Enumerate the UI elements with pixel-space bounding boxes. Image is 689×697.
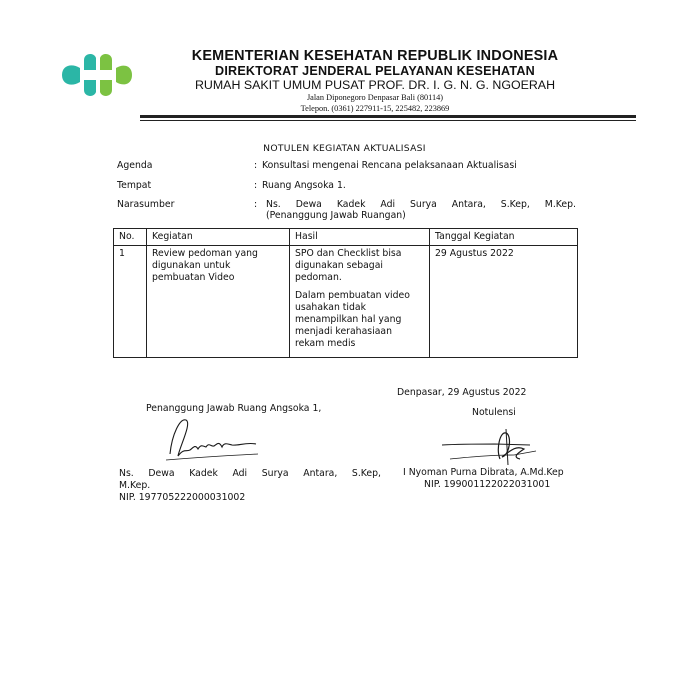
right-signature (440, 425, 560, 467)
field-label-tempat: Tempat (117, 180, 152, 191)
table-header-row (114, 229, 578, 246)
document-title: NOTULEN KEGIATAN AKTUALISASI (263, 143, 426, 154)
table-cell-hasil (290, 246, 430, 358)
table-cell-no: 1 (114, 246, 147, 358)
table-header-no: No. (114, 229, 147, 246)
field-colon: : (254, 180, 258, 191)
kemenkes-logo (58, 50, 134, 100)
right-signatory-nip: NIP. 199001122022031001 (424, 479, 551, 490)
left-signatory-role: Penanggung Jawab Ruang Angsoka 1, (146, 403, 322, 414)
field-colon: : (254, 160, 258, 171)
right-signatory-role: Notulensi (472, 407, 516, 418)
table-cell-tanggal: 29 Agustus 2022 (430, 246, 578, 358)
field-label-narasumber: Narasumber (117, 199, 175, 210)
table-row (114, 246, 578, 358)
letterhead-directorate: DIREKTORAT JENDERAL PELAYANAN KESEHATAN (215, 64, 535, 78)
field-colon: : (254, 199, 258, 210)
field-label-agenda: Agenda (117, 160, 153, 171)
table-header-kegiatan: Kegiatan (147, 229, 290, 246)
letterhead-address: Jalan Diponegoro Denpasar Bali (80114) (306, 93, 444, 102)
field-value-narasumber-role: (Penanggung Jawab Ruangan) (266, 210, 406, 221)
field-value-narasumber: Ns. Dewa Kadek Adi Surya Antara, S.Kep, M.Kep. (266, 199, 576, 210)
letterhead-rule-thin (140, 120, 636, 121)
left-signature (160, 414, 265, 464)
left-signatory-name-cont: M.Kep. (119, 480, 151, 491)
field-value-tempat: Ruang Angsoka 1. (262, 180, 346, 191)
table-cell-kegiatan (147, 246, 290, 358)
left-signatory-nip: NIP. 197705222000031002 (119, 492, 246, 503)
right-signatory-name: I Nyoman Purna Dibrata, A.Md.Kep (403, 467, 564, 478)
hasil-text-2: Dalam pembuatan video usahakan tidak menampilkan hal yang menjadi kerahasiaan rekam medis (295, 290, 410, 349)
kegiatan-text: Review pedoman yang digunakan untuk pembuatan Video (152, 248, 258, 283)
hasil-text-1: SPO dan Checklist bisa digunakan sebagai pedoman. (295, 248, 402, 283)
letterhead-ministry: KEMENTERIAN KESEHATAN REPUBLIK INDONESIA (191, 48, 559, 64)
left-signatory-name: Ns. Dewa Kadek Adi Surya Antara, S.Kep, (119, 468, 381, 479)
place-date: Denpasar, 29 Agustus 2022 (397, 387, 527, 398)
table-header-tanggal: Tanggal Kegiatan (430, 229, 578, 246)
letterhead-hospital: RUMAH SAKIT UMUM PUSAT PROF. DR. I. G. N. G. NGOERAH (194, 78, 556, 92)
activity-table (113, 228, 578, 358)
letterhead-phone: Telepon. (0361) 227911-15, 225482, 223869 (300, 104, 450, 113)
letterhead-rule-thick (140, 115, 636, 118)
table-header-hasil: Hasil (290, 229, 430, 246)
letterhead (140, 48, 610, 114)
field-value-agenda: Konsultasi mengenai Rencana pelaksanaan Aktualisasi (262, 160, 517, 171)
